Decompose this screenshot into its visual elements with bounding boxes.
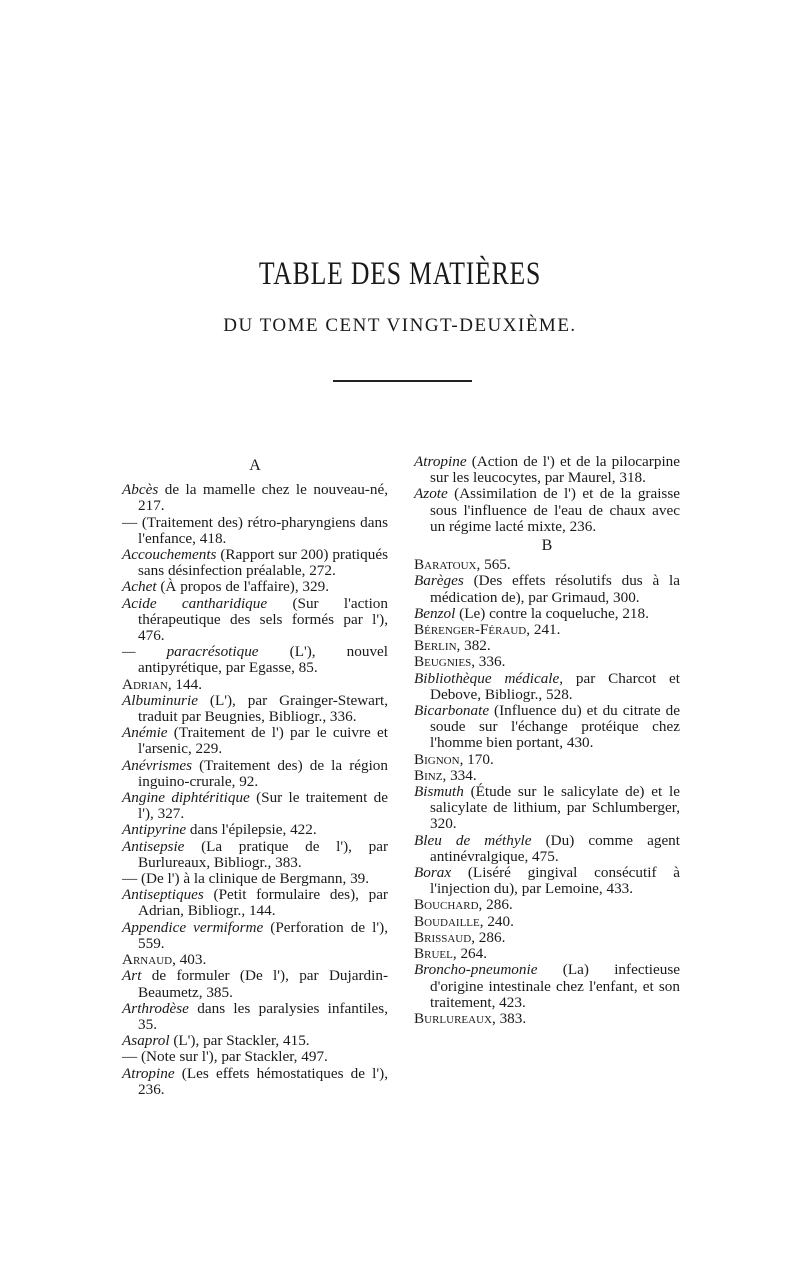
index-entry xyxy=(122,822,388,838)
title-divider xyxy=(333,380,472,382)
entry-author: Adrian xyxy=(122,675,168,693)
entry-text: , 240. xyxy=(479,912,514,930)
entry-term: Bicarbonate xyxy=(414,702,490,720)
index-entry xyxy=(122,547,388,579)
index-entry xyxy=(414,573,680,605)
entry-author: Boudaille xyxy=(414,912,480,930)
index-entry xyxy=(414,930,680,946)
entry-term: Angine diphtéritique xyxy=(122,789,250,807)
index-entry xyxy=(414,1011,680,1027)
entry-text: , 383. xyxy=(491,1009,527,1027)
index-list-b xyxy=(414,557,680,1027)
entry-term: Bismuth xyxy=(414,783,464,801)
index-entry xyxy=(122,1001,388,1033)
entry-term: Azote xyxy=(414,485,448,503)
entry-text: — (Note sur l'), par Stackler, 497. xyxy=(122,1048,328,1066)
index-entry xyxy=(414,833,680,865)
entry-text: , 403. xyxy=(172,951,207,969)
index-entry xyxy=(414,638,680,654)
entry-term: Arthrodèse xyxy=(122,999,189,1017)
entry-term: Atropine xyxy=(122,1064,175,1082)
entry-text: dans les paralysies infantiles, 35. xyxy=(138,999,388,1033)
entry-author: Burlureaux xyxy=(414,1009,492,1027)
entry-text: (Sur l'action thérapeutique des sels formés par l'), 476. xyxy=(138,594,388,645)
entry-author: Bouchard xyxy=(414,896,479,914)
entry-text: de la mamelle chez le nouveau-né, 217. xyxy=(138,481,388,515)
entry-text: (Traitement des) de la région inguino-crurale, 92. xyxy=(138,756,388,790)
entry-term: Anévrismes xyxy=(122,756,193,774)
entry-text: , par Charcot et Debove, Bibliogr., 528. xyxy=(430,669,680,703)
index-entry xyxy=(414,768,680,784)
index-entry xyxy=(414,946,680,962)
index-entry xyxy=(414,752,680,768)
index-entry xyxy=(122,968,388,1000)
entry-term: Accouchements xyxy=(122,546,217,564)
index-entry xyxy=(122,887,388,919)
index-entry xyxy=(414,557,680,573)
entry-text: , 565. xyxy=(476,556,511,574)
entry-term: Art xyxy=(122,967,142,985)
entry-text: , 170. xyxy=(459,750,494,768)
index-entry xyxy=(122,482,388,514)
index-entry xyxy=(122,515,388,547)
index-entry xyxy=(414,865,680,897)
entry-author: Brissaud xyxy=(414,928,472,946)
entry-text: , 241. xyxy=(526,621,561,639)
index-entry xyxy=(122,725,388,757)
page-title: TABLE DES MATIÈRES xyxy=(258,256,542,292)
entry-text: (Petit formulaire des), par Adrian, Bibliogr., 144. xyxy=(138,886,388,920)
entry-text: , 286. xyxy=(471,928,506,946)
entry-term: Antisepsie xyxy=(122,837,185,855)
entry-text: , 286. xyxy=(478,896,513,914)
index-entry xyxy=(122,1033,388,1049)
index-entry xyxy=(122,579,388,595)
entry-text: (Étude sur le salicylate de) et le salicylate de lithium, par Schlumberger, 320. xyxy=(430,783,680,833)
index-entry xyxy=(122,920,388,952)
index-entry xyxy=(414,454,680,486)
entry-author: Bérenger-Féraud xyxy=(414,621,527,639)
index-entry xyxy=(122,1049,388,1065)
entry-text: (L'), nouvel antipyrétique, par Egasse, 85. xyxy=(138,643,389,677)
index-column-left xyxy=(122,454,388,1098)
entry-term: Benzol xyxy=(414,604,456,622)
entry-term: Anémie xyxy=(122,724,168,742)
index-list-a-continued xyxy=(414,454,680,535)
entry-term: Asaprol xyxy=(122,1032,170,1050)
index-entry xyxy=(122,644,388,676)
entry-text: (La) infectieuse d'origine intestinale chez l'enfant, et son traitement, 423. xyxy=(430,961,680,1011)
entry-term: Borax xyxy=(414,864,452,882)
section-letter-b: B xyxy=(541,537,553,555)
entry-text: (Action de l') et de la pilocarpine sur les leucocytes, par Maurel, 318. xyxy=(430,453,680,487)
entry-term: Antipyrine xyxy=(122,821,187,839)
entry-term: — paracrésotique xyxy=(122,643,259,661)
index-column-right xyxy=(414,454,680,1027)
index-entry xyxy=(122,758,388,790)
entry-term: Barèges xyxy=(414,572,464,590)
entry-term: Bibliothèque médicale xyxy=(414,669,560,687)
entry-author: Bruel xyxy=(414,945,453,963)
entry-text: (Influence du) et du citrate de soude sur l'échange protéique chez l'homme bien portant, 430. xyxy=(430,702,680,752)
entry-term: Bleu de méthyle xyxy=(414,831,532,849)
entry-text: , 336. xyxy=(471,653,506,671)
entry-text: (Traitement de l') par le cuivre et l'arsenic, 229. xyxy=(138,724,388,758)
entry-text: (Le) contre la coqueluche, 218. xyxy=(455,604,649,622)
entry-text: (Assimilation de l') et de la graisse sous l'influence de l'eau de chaux avec un régime lacté mixte, 236. xyxy=(430,485,680,535)
page-subtitle: DU TOME CENT VINGT-DEUXIÈME. xyxy=(223,315,577,336)
entry-author: Beugnies xyxy=(414,653,472,671)
index-entry xyxy=(122,790,388,822)
index-entry xyxy=(414,897,680,913)
entry-text: (À propos de l'affaire), 329. xyxy=(156,578,329,596)
section-letter-a: A xyxy=(249,457,261,474)
entry-term: Achet xyxy=(122,578,157,596)
index-entry xyxy=(414,622,680,638)
index-entry xyxy=(414,962,680,1011)
index-entry xyxy=(414,654,680,670)
entry-term: Appendice vermiforme xyxy=(122,918,264,936)
index-entry xyxy=(122,677,388,693)
entry-text: (L'), par Stackler, 415. xyxy=(169,1032,310,1050)
entry-author: Bignon xyxy=(414,750,460,768)
entry-text: (L'), par Grainger-Stewart, traduit par Beugnies, Bibliogr., 336. xyxy=(138,691,388,726)
entry-author: Binz xyxy=(414,766,443,784)
entry-term: Acide cantharidique xyxy=(122,594,268,612)
entry-text: de formuler (De l'), par Dujardin-Beaumetz, 385. xyxy=(138,967,388,1001)
index-entry xyxy=(414,486,680,535)
entry-text: , 334. xyxy=(442,766,477,784)
index-entry xyxy=(122,1066,388,1098)
index-entry xyxy=(414,784,680,833)
entry-text: , 264. xyxy=(452,945,488,963)
index-entry xyxy=(122,693,388,725)
index-entry xyxy=(122,952,388,968)
index-entry xyxy=(122,596,388,645)
entry-text: (Liséré gingival consécutif à l'injection du), par Lemoine, 433. xyxy=(430,864,680,898)
entry-text: (Du) comme agent antinévralgique, 475. xyxy=(430,831,680,865)
index-entry xyxy=(414,914,680,930)
entry-text: (Perforation de l'), 559. xyxy=(138,918,388,952)
entry-text: (Des effets résolutifs dus à la médication de), par Grimaud, 300. xyxy=(430,572,680,606)
entry-term: Broncho-pneumonie xyxy=(414,961,538,979)
entry-term: Albuminurie xyxy=(122,691,198,709)
entry-text: — (De l') à la clinique de Bergmann, 39. xyxy=(122,870,370,888)
entry-text: (Rapport sur 200) pratiqués sans désinfection préalable, 272. xyxy=(138,546,388,580)
entry-text: , 144. xyxy=(167,675,202,693)
entry-text: (Les effets hémostatiques de l'), 236. xyxy=(138,1064,388,1098)
entry-term: Abcès xyxy=(122,481,159,499)
index-entry xyxy=(122,871,388,887)
index-entry xyxy=(414,671,680,703)
index-entry xyxy=(414,606,680,622)
entry-term: Atropine xyxy=(414,453,467,470)
entry-text: (La pratique de l'), par Burlureaux, Bibliogr., 383. xyxy=(138,837,388,871)
entry-author: Baratoux xyxy=(414,556,477,574)
entry-term: Antiseptiques xyxy=(122,886,204,904)
entry-author: Arnaud xyxy=(122,951,173,969)
entry-text: (Sur le traitement de l'), 327. xyxy=(138,789,388,823)
entry-text: dans l'épilepsie, 422. xyxy=(186,821,317,839)
index-list-a xyxy=(122,482,388,1098)
entry-text: — (Traitement des) rétro-pharyngiens dans l'enfance, 418. xyxy=(122,513,388,547)
index-entry xyxy=(414,703,680,752)
index-entry xyxy=(122,839,388,871)
entry-author: Berlin xyxy=(414,637,457,655)
entry-text: , 382. xyxy=(456,637,491,655)
